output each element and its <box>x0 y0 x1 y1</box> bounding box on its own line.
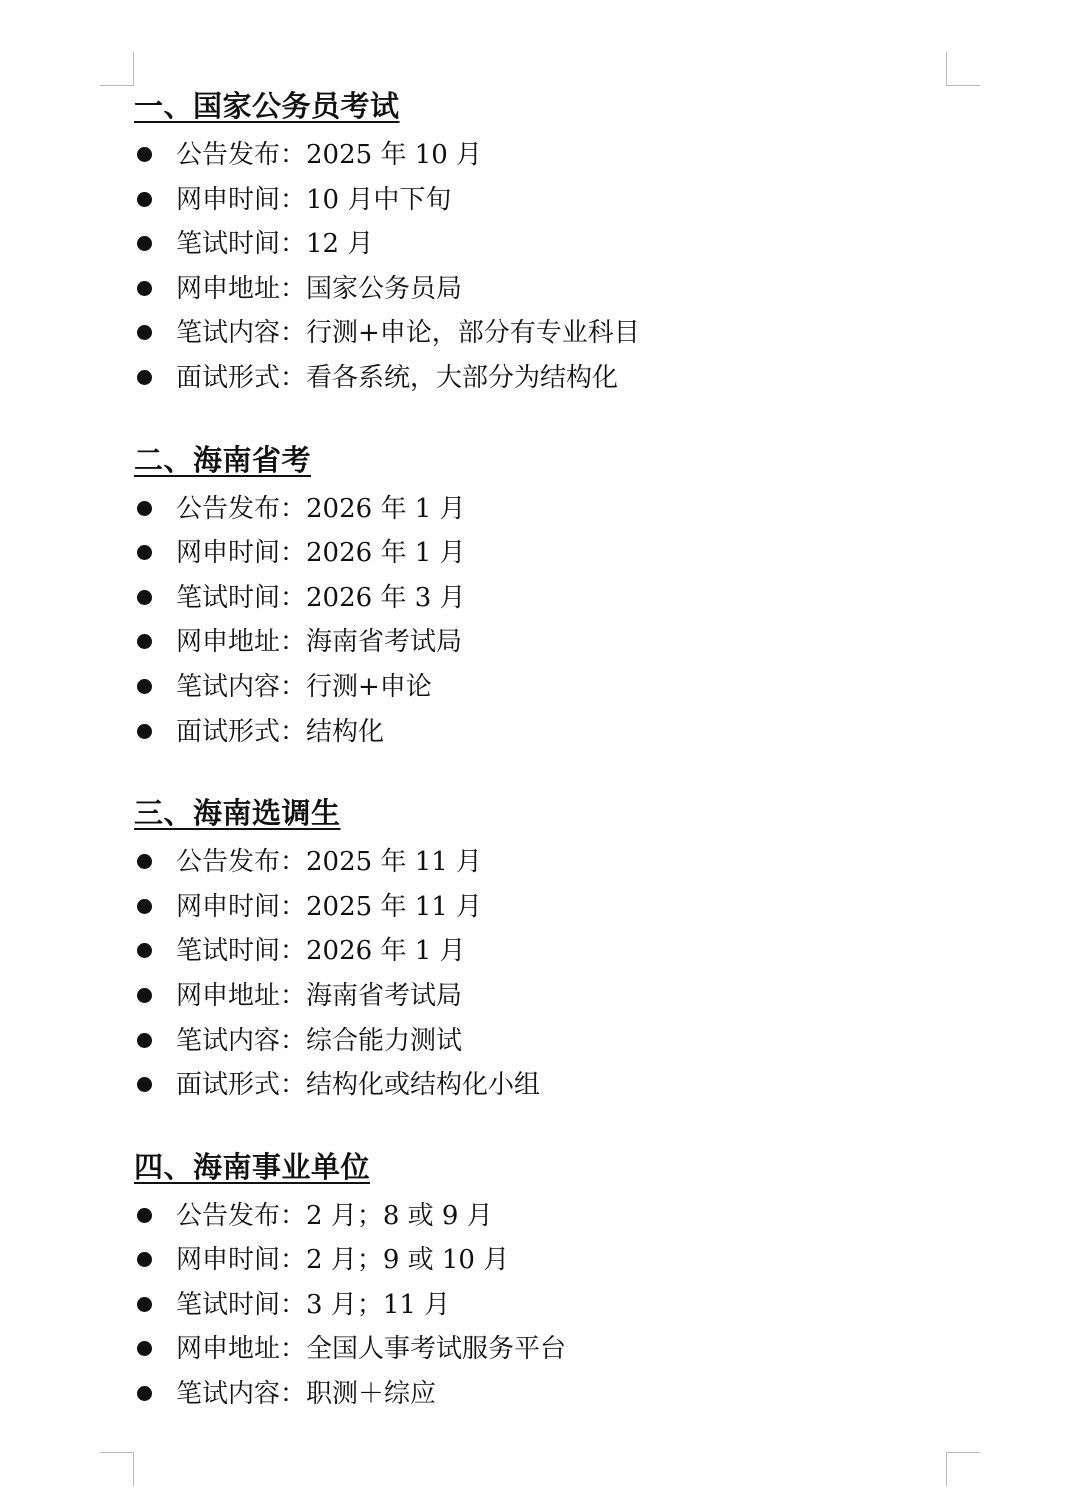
item-label: 网申地址： <box>176 273 307 304</box>
item-value: 海南省考试局 <box>306 627 463 658</box>
section-hainan-public-institutions <box>134 1145 946 1417</box>
bullet-icon <box>137 943 152 958</box>
item-value: 2025 年 11 月 <box>306 891 483 922</box>
item-label: 网申地址： <box>176 980 307 1011</box>
list-item <box>134 620 946 665</box>
list-item <box>134 1327 946 1372</box>
list-item <box>134 1238 946 1283</box>
item-value: 2026 年 1 月 <box>306 493 466 524</box>
item-value: 综合能力测试 <box>306 1025 463 1056</box>
section-title: 一、国家公务员考试 <box>134 89 400 123</box>
item-label: 笔试内容： <box>176 1379 307 1410</box>
list-item <box>134 974 946 1019</box>
crop-mark-bottom-left-v <box>133 1452 134 1486</box>
item-value: 2 月；8 或 9 月 <box>306 1200 493 1231</box>
list-item <box>134 1372 946 1417</box>
bullet-icon <box>137 501 152 516</box>
crop-mark-bottom-left-h <box>100 1452 134 1453</box>
list-item <box>134 710 946 755</box>
item-label: 网申地址： <box>176 627 307 658</box>
bullet-icon <box>137 236 152 251</box>
crop-mark-bottom-right-h <box>946 1452 980 1453</box>
bullet-icon <box>137 1297 152 1312</box>
item-value: 2025 年 11 月 <box>306 847 483 878</box>
item-value: 12 月 <box>306 229 374 260</box>
item-value: 2026 年 1 月 <box>306 538 466 569</box>
item-label: 笔试内容： <box>176 1025 307 1056</box>
bullet-icon <box>137 545 152 560</box>
bullet-icon <box>137 854 152 869</box>
section-title: 三、海南选调生 <box>134 796 341 831</box>
crop-mark-top-right-h <box>946 85 980 86</box>
list-item <box>134 311 946 356</box>
info-list <box>134 133 946 401</box>
crop-mark-top-left-v <box>133 52 134 86</box>
item-value: 职测＋综应 <box>306 1379 437 1410</box>
list-item <box>134 1194 946 1239</box>
info-list <box>134 487 946 755</box>
list-item <box>134 1019 946 1064</box>
list-item <box>134 133 946 178</box>
item-label: 笔试内容： <box>176 318 307 349</box>
section-title: 四、海南事业单位 <box>134 1149 371 1184</box>
section-national-civil-service <box>134 84 946 401</box>
bullet-icon <box>137 590 152 605</box>
bullet-icon <box>137 899 152 914</box>
item-value: 2026 年 1 月 <box>306 936 466 967</box>
bullet-icon <box>137 1386 152 1401</box>
list-item <box>134 487 946 532</box>
bullet-icon <box>137 1341 152 1356</box>
item-label: 面试形式： <box>176 362 307 393</box>
bullet-icon <box>137 370 152 385</box>
list-item <box>134 356 946 401</box>
item-label: 面试形式： <box>176 1070 307 1101</box>
info-list <box>134 840 946 1108</box>
item-label: 笔试时间： <box>176 936 307 967</box>
crop-mark-top-right-v <box>946 52 947 86</box>
item-value: 10 月中下旬 <box>306 184 452 215</box>
section-title: 二、海南省考 <box>134 442 312 477</box>
list-item <box>134 840 946 885</box>
crop-mark-bottom-right-v <box>946 1452 947 1486</box>
item-value: 结构化 <box>306 716 385 747</box>
bullet-icon <box>137 1033 152 1048</box>
bullet-icon <box>137 325 152 340</box>
section-hainan-selected-graduates <box>134 791 946 1108</box>
bullet-icon <box>137 192 152 207</box>
item-value: 全国人事考试服务平台 <box>306 1334 567 1365</box>
item-value: 行测+申论，部分有专业科目 <box>306 318 640 349</box>
list-item <box>134 929 946 974</box>
item-label: 面试形式： <box>176 716 307 747</box>
bullet-icon <box>137 988 152 1003</box>
list-item <box>134 885 946 930</box>
document-page <box>134 84 946 1417</box>
bullet-icon <box>137 679 152 694</box>
item-label: 笔试时间： <box>176 1289 307 1320</box>
item-label: 笔试时间： <box>176 582 307 613</box>
bullet-icon <box>137 1077 152 1092</box>
bullet-icon <box>137 1208 152 1223</box>
bullet-icon <box>137 724 152 739</box>
item-label: 网申地址： <box>176 1334 307 1365</box>
list-item <box>134 178 946 223</box>
list-item <box>134 576 946 621</box>
item-label: 网申时间： <box>176 891 307 922</box>
section-hainan-provincial-exam <box>134 438 946 755</box>
item-label: 网申时间： <box>176 1245 307 1276</box>
item-value: 结构化或结构化小组 <box>306 1070 541 1101</box>
item-label: 笔试时间： <box>176 229 307 260</box>
item-value: 3 月；11 月 <box>306 1289 451 1320</box>
list-item <box>134 665 946 710</box>
item-value: 海南省考试局 <box>306 980 463 1011</box>
item-label: 公告发布： <box>176 1200 307 1231</box>
item-label: 公告发布： <box>176 493 307 524</box>
item-value: 国家公务员局 <box>306 273 463 304</box>
list-item <box>134 222 946 267</box>
crop-mark-top-left-h <box>100 85 134 86</box>
list-item <box>134 1283 946 1328</box>
bullet-icon <box>137 281 152 296</box>
item-label: 公告发布： <box>176 847 307 878</box>
item-value: 2 月；9 或 10 月 <box>306 1245 510 1276</box>
item-label: 网申时间： <box>176 538 307 569</box>
bullet-icon <box>137 1252 152 1267</box>
list-item <box>134 531 946 576</box>
item-label: 公告发布： <box>176 140 307 170</box>
item-label: 笔试内容： <box>176 671 307 702</box>
item-value: 看各系统，大部分为结构化 <box>306 362 619 393</box>
bullet-icon <box>137 634 152 649</box>
item-value: 行测+申论 <box>306 671 432 702</box>
list-item <box>134 267 946 312</box>
item-value: 2025 年 10 月 <box>306 140 483 170</box>
info-list <box>134 1194 946 1417</box>
bullet-icon <box>137 147 152 162</box>
list-item <box>134 1063 946 1108</box>
item-label: 网申时间： <box>176 184 307 215</box>
item-value: 2026 年 3 月 <box>306 582 466 613</box>
